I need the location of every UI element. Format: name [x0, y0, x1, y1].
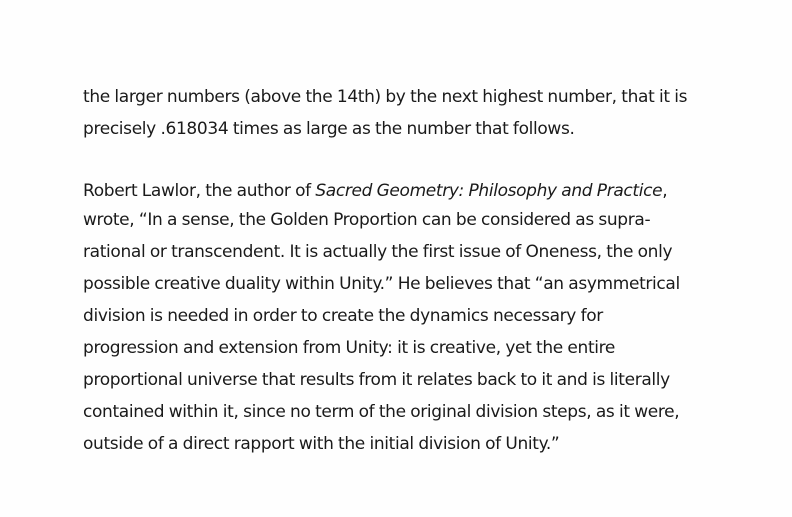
paragraph-1-line-1: the larger numbers (above the 14th) by the next highest number, that it is: [83, 87, 688, 107]
paragraph-2-line-2: wrote, “In a sense, the Golden Proportion can be considered as supra-: [83, 210, 651, 230]
paragraph-2-line-1: [83, 179, 667, 203]
paragraph-1-line-2: precisely .618034 times as large as the number that follows.: [83, 119, 575, 139]
paragraph-2-line-6: progression and extension from Unity: it is creative, yet the entire: [83, 338, 616, 358]
author-intro-text: Robert Lawlor, the author of: [83, 181, 316, 201]
paragraph-2-line-7: proportional universe that results from it relates back to it and is literally: [83, 370, 670, 390]
paragraph-2-line-4: possible creative duality within Unity.” He believes that “an asymmetrical: [83, 274, 680, 294]
paragraph-2-line-8: contained within it, since no term of the original division steps, as it were,: [83, 402, 680, 422]
paragraph-2-line-3: rational or transcendent. It is actually the first issue of Oneness, the only: [83, 242, 673, 262]
author-intro-punctuation: ,: [662, 181, 668, 201]
paragraph-2-line-9: outside of a direct rapport with the initial division of Unity.”: [83, 434, 560, 454]
paragraph-2-line-5: division is needed in order to create the dynamics necessary for: [83, 306, 603, 326]
book-title: Sacred Geometry: Philosophy and Practice: [315, 181, 663, 201]
